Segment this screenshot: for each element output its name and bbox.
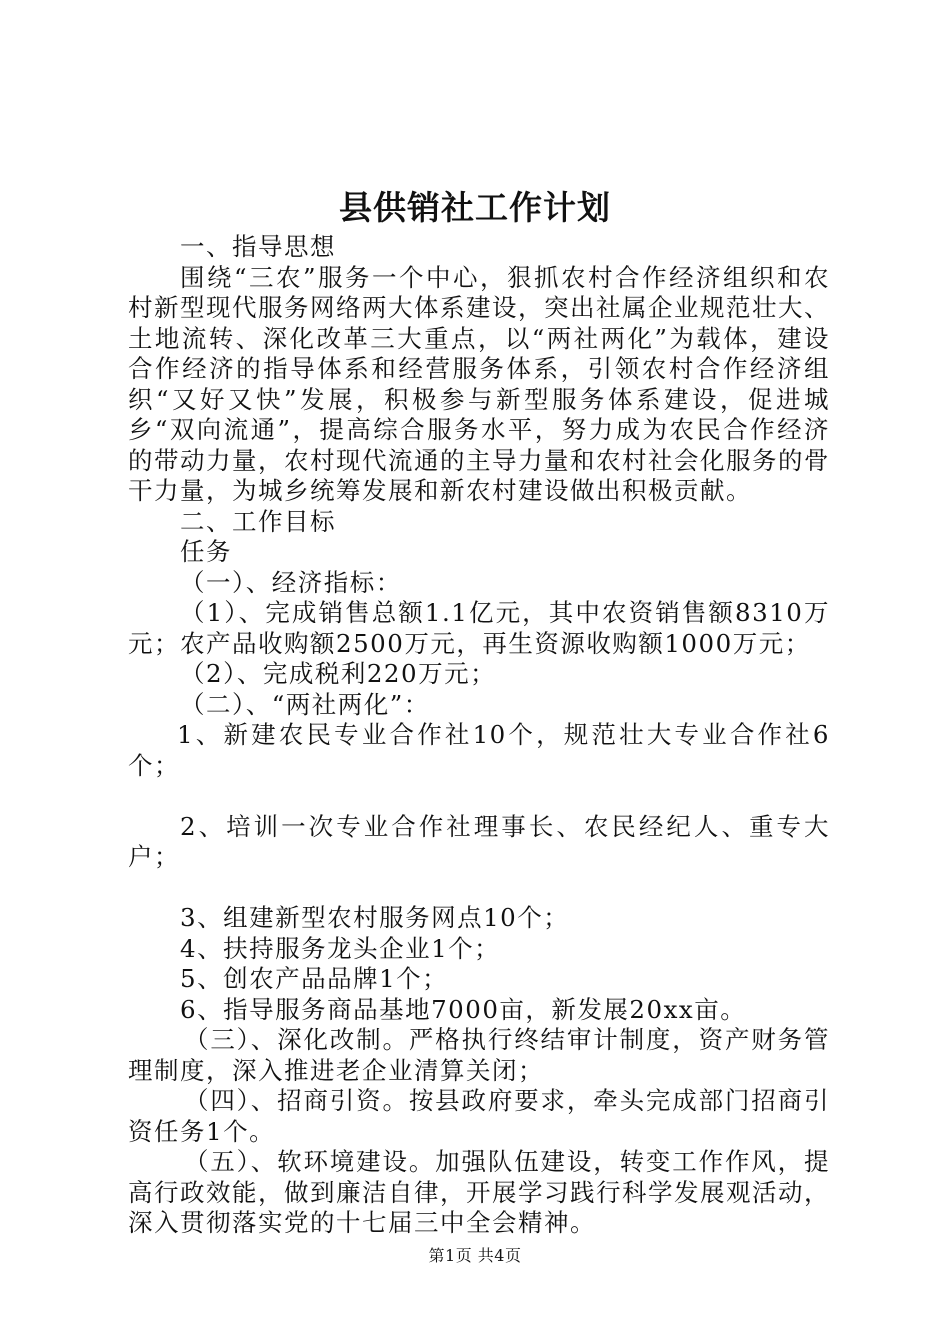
page-footer: 第1页 共4页 (428, 1246, 522, 1265)
paragraph-investment: （四）、招商引资。按县政府要求，牵头完成部门招商引资任务1个。 (128, 1086, 830, 1146)
paragraph-soft-environment: （五）、软环境建设。加强队伍建设，转变工作作风，提高行政效能，做到廉洁自律，开展学习践行科学发展观活动，深入贯彻落实党的十七届三中全会精神。 (128, 1147, 830, 1237)
paragraph-guiding-ideology: 围绕“三农”服务一个中心，狠抓农村合作经济组织和农村新型现代服务网络两大体系建设，突出社属企业规范壮大、土地流转、深化改革三大重点，以“两社两化”为载体，建设合作经济的指导体系和经营服务体系，引领农村合作经济组织“又好又快”发展，积极参与新型服务体系建设，促进城乡“双向流通”，提高综合服务水平，努力成为农民合作经济的带动力量，农村现代流通的主导力量和农村社会化服务的骨干力量，为城乡统筹发展和新农村建设做出积极贡献。 (128, 262, 830, 505)
document-body (128, 232, 830, 1239)
item-product-brand: 5、创农产品品牌1个； (180, 964, 449, 993)
item-tax-profit-target: （2）、完成税利220万元； (180, 659, 497, 688)
document-title: 县供销社工作计划 (339, 188, 611, 227)
item-leading-enterprise: 4、扶持服务龙头企业1个； (180, 933, 501, 963)
item-commodity-base: 6、指导服务商品基地7000亩，新发展20xx亩。 (180, 994, 747, 1024)
item-service-outlets: 3、组建新型农村服务网点10个； (180, 903, 570, 932)
blank-line (128, 781, 830, 812)
item-sales-targets: （1）、完成销售总额1.1亿元，其中农资销售额8310万元；农产品收购额2500万元，再生资源收购额1000万元； (128, 598, 830, 658)
subheading-two-societies: （二）、“两社两化”： (180, 689, 430, 719)
subheading-economic-indicators: （一）、经济指标： (180, 567, 402, 597)
blank-line (128, 873, 830, 904)
paragraph-tasks-label: 任务 (180, 537, 232, 566)
section-heading-work-goals: 二、工作目标 (180, 506, 336, 536)
item-new-cooperatives: 1、新建农民专业合作社10个，规范壮大专业合作社6个； (128, 720, 830, 780)
item-training: 2、培训一次专业合作社理事长、农民经纪人、重专大户； (128, 811, 830, 871)
paragraph-deepen-reform: （三）、深化改制。严格执行终结审计制度，资产财务管理制度，深入推进老企业清算关闭； (128, 1025, 830, 1085)
section-heading-guiding-ideology: 一、指导思想 (180, 232, 336, 261)
